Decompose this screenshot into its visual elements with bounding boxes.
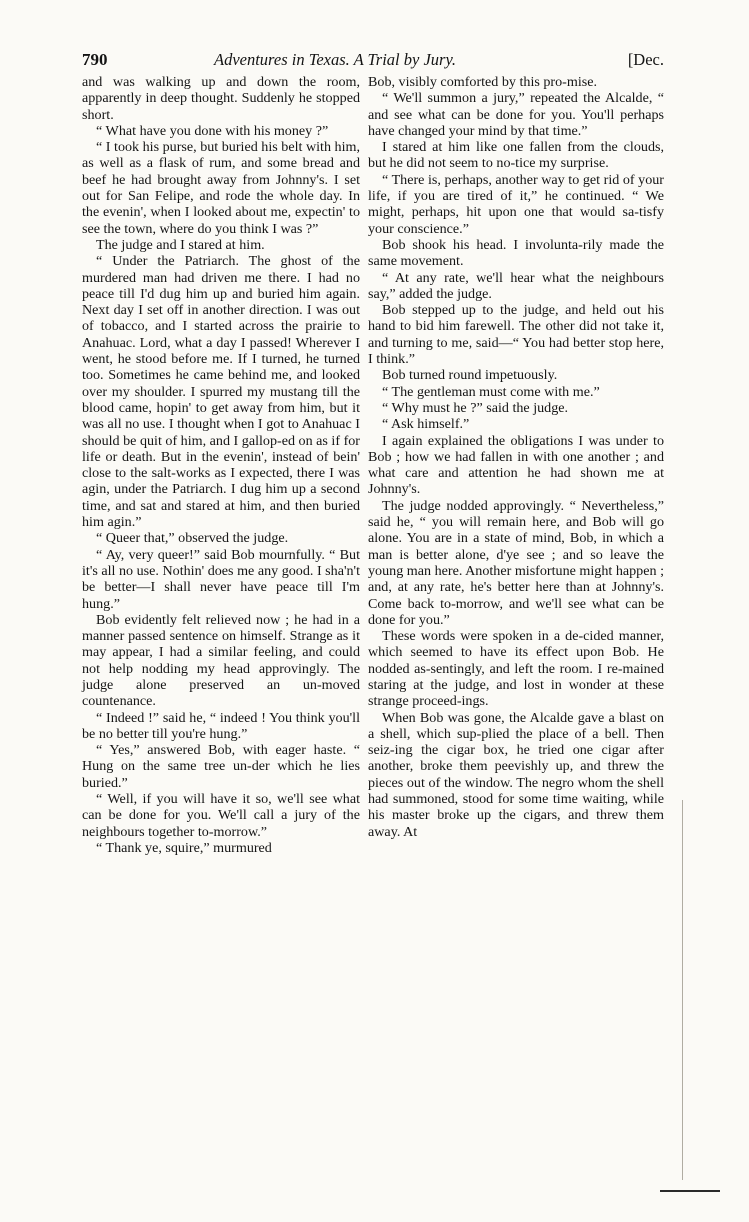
paragraph: Bob, visibly comforted by this pro-mise. (368, 74, 598, 90)
date-mark: [Dec. (627, 50, 664, 69)
paragraph: “ I took his purse, but buried his belt with him, as well as a flask of rum, and some bread and beef he had brought away from Johnny's. I set out for San Felipe, and rode the whole day. In the evenin', when I looked about me, expectin' to see the town, where do you think I was ?” (82, 139, 360, 237)
paragraph: “ The gentleman must come with me.” (382, 383, 600, 400)
paragraph: “ Why must he ?” said the judge. (382, 399, 569, 416)
paragraph: “ We'll summon a jury,” repeated the Alcalde, “ and see what can be done for you. You'll perhaps have changed your mind by that time.” (368, 90, 664, 139)
paragraph: The judge nodded approvingly. “ Nevertheless,” said he, “ you will remain here, and Bob will go alone. You are in a state of mind, Bob, in which a man is better alone, d'ye see ; and so leave the young man here. Another misfortune might happen ; and, at any rate, he's better here than at Johnny's. Come back to-morrow, and we'll see what can be done for you.” (368, 497, 664, 628)
paragraph: I again explained the obligations I was under to Bob ; how we had fallen in with one another ; and what care and attention he had shown me at Johnny's. (368, 432, 664, 498)
scan-edge-mark (660, 1190, 720, 1192)
paragraph: “ At any rate, we'll hear what the neighbours say,” added the judge. (368, 269, 664, 302)
scan-edge-line (682, 800, 683, 1180)
paragraph: Bob stepped up to the judge, and held out his hand to bid him farewell. The other did not take it, and turning to me, said—“ You had better stop here, I think.” (368, 302, 664, 368)
paragraph: “ Ay, very queer!” said Bob mournfully. “ But it's all no use. Nothin' does me any good. I sha'n't be better—I shall never have peace till I'm hung.” (82, 546, 360, 612)
paragraph: “ Under the Patriarch. The ghost of the murdered man had driven me there. I had no peace till I'd dug him up and buried him again. Next day I set off in another direction. I was out of tobacco, and I started across the prairie to Anahuac. Lord, what a day I passed! Wherever I went, he stood before me. If I turned, he turned too. Sometimes he came behind me, and looked over my shoulder. I spurred my mustang till the blood came, hopin' to get away from him, but it was all no use. I thought when I got to Anahuac I should be quit of him, and I gallop-ed on as if for life or death. But in the evenin', instead of bein' close to the salt-works as I expected, there I was agin, under the Patriarch. I dug him up a second time, and sat and stared at him, and then buried him agin.” (82, 253, 360, 531)
paragraph: “ Ask himself.” (382, 416, 470, 433)
paragraph: The judge and I stared at him. (96, 236, 265, 253)
paragraph: “ Queer that,” observed the judge. (96, 530, 289, 547)
paragraph: “ Yes,” answered Bob, with eager haste. “ Hung on the same tree un-der which he lies buried.” (82, 742, 360, 791)
paragraph: and was walking up and down the room, apparently in deep thought. Suddenly he stopped short. (82, 74, 360, 123)
paragraph: These words were spoken in a de-cided manner, which seemed to have its effect upon Bob. He nodded as-sentingly, and left the room. I re-mained staring at the judge, and lost in wonder at these strange proceed-ings. (368, 628, 664, 710)
page-number: 790 (82, 50, 108, 69)
paragraph: “ Thank ye, squire,” murmured (96, 839, 272, 856)
running-header (82, 48, 664, 72)
paragraph: I stared at him like one fallen from the clouds, but he did not seem to no-tice my surprise. (368, 139, 664, 172)
left-column (82, 74, 360, 856)
running-title: Adventures in Texas. A Trial by Jury. (214, 50, 456, 69)
paragraph: “ Indeed !” said he, “ indeed ! You think you'll be no better till you're hung.” (82, 709, 360, 742)
paragraph: Bob shook his head. I involunta-rily made the same movement. (368, 236, 664, 270)
paragraph: “ What have you done with his money ?” (96, 122, 329, 139)
paragraph: “ There is, perhaps, another way to get rid of your life, if you are tired of it,” he continued. “ We might, perhaps, hit upon one that would sa-tisfy your conscience.” (368, 171, 664, 237)
paragraph: When Bob was gone, the Alcalde gave a blast on a shell, which sup-plied the place of a bell. Then seiz-ing the cigar box, he tried one cigar after another, broke them peevishly up, and threw the pieces out of the window. The negro whom the shell had summoned, stood for some time waiting, while his master broke up the cigars, and threw them away. At (368, 709, 664, 840)
paragraph: “ Well, if you will have it so, we'll see what can be done for you. We'll call a jury of the neighbours together to-morrow.” (82, 791, 360, 840)
paragraph: Bob evidently felt relieved now ; he had in a manner passed sentence on himself. Strange as it may appear, I had a similar feeling, and could not help nodding my head approvingly. The judge alone preserved an un-moved countenance. (82, 611, 360, 710)
right-column (368, 74, 664, 840)
paragraph: Bob turned round impetuously. (382, 367, 558, 384)
